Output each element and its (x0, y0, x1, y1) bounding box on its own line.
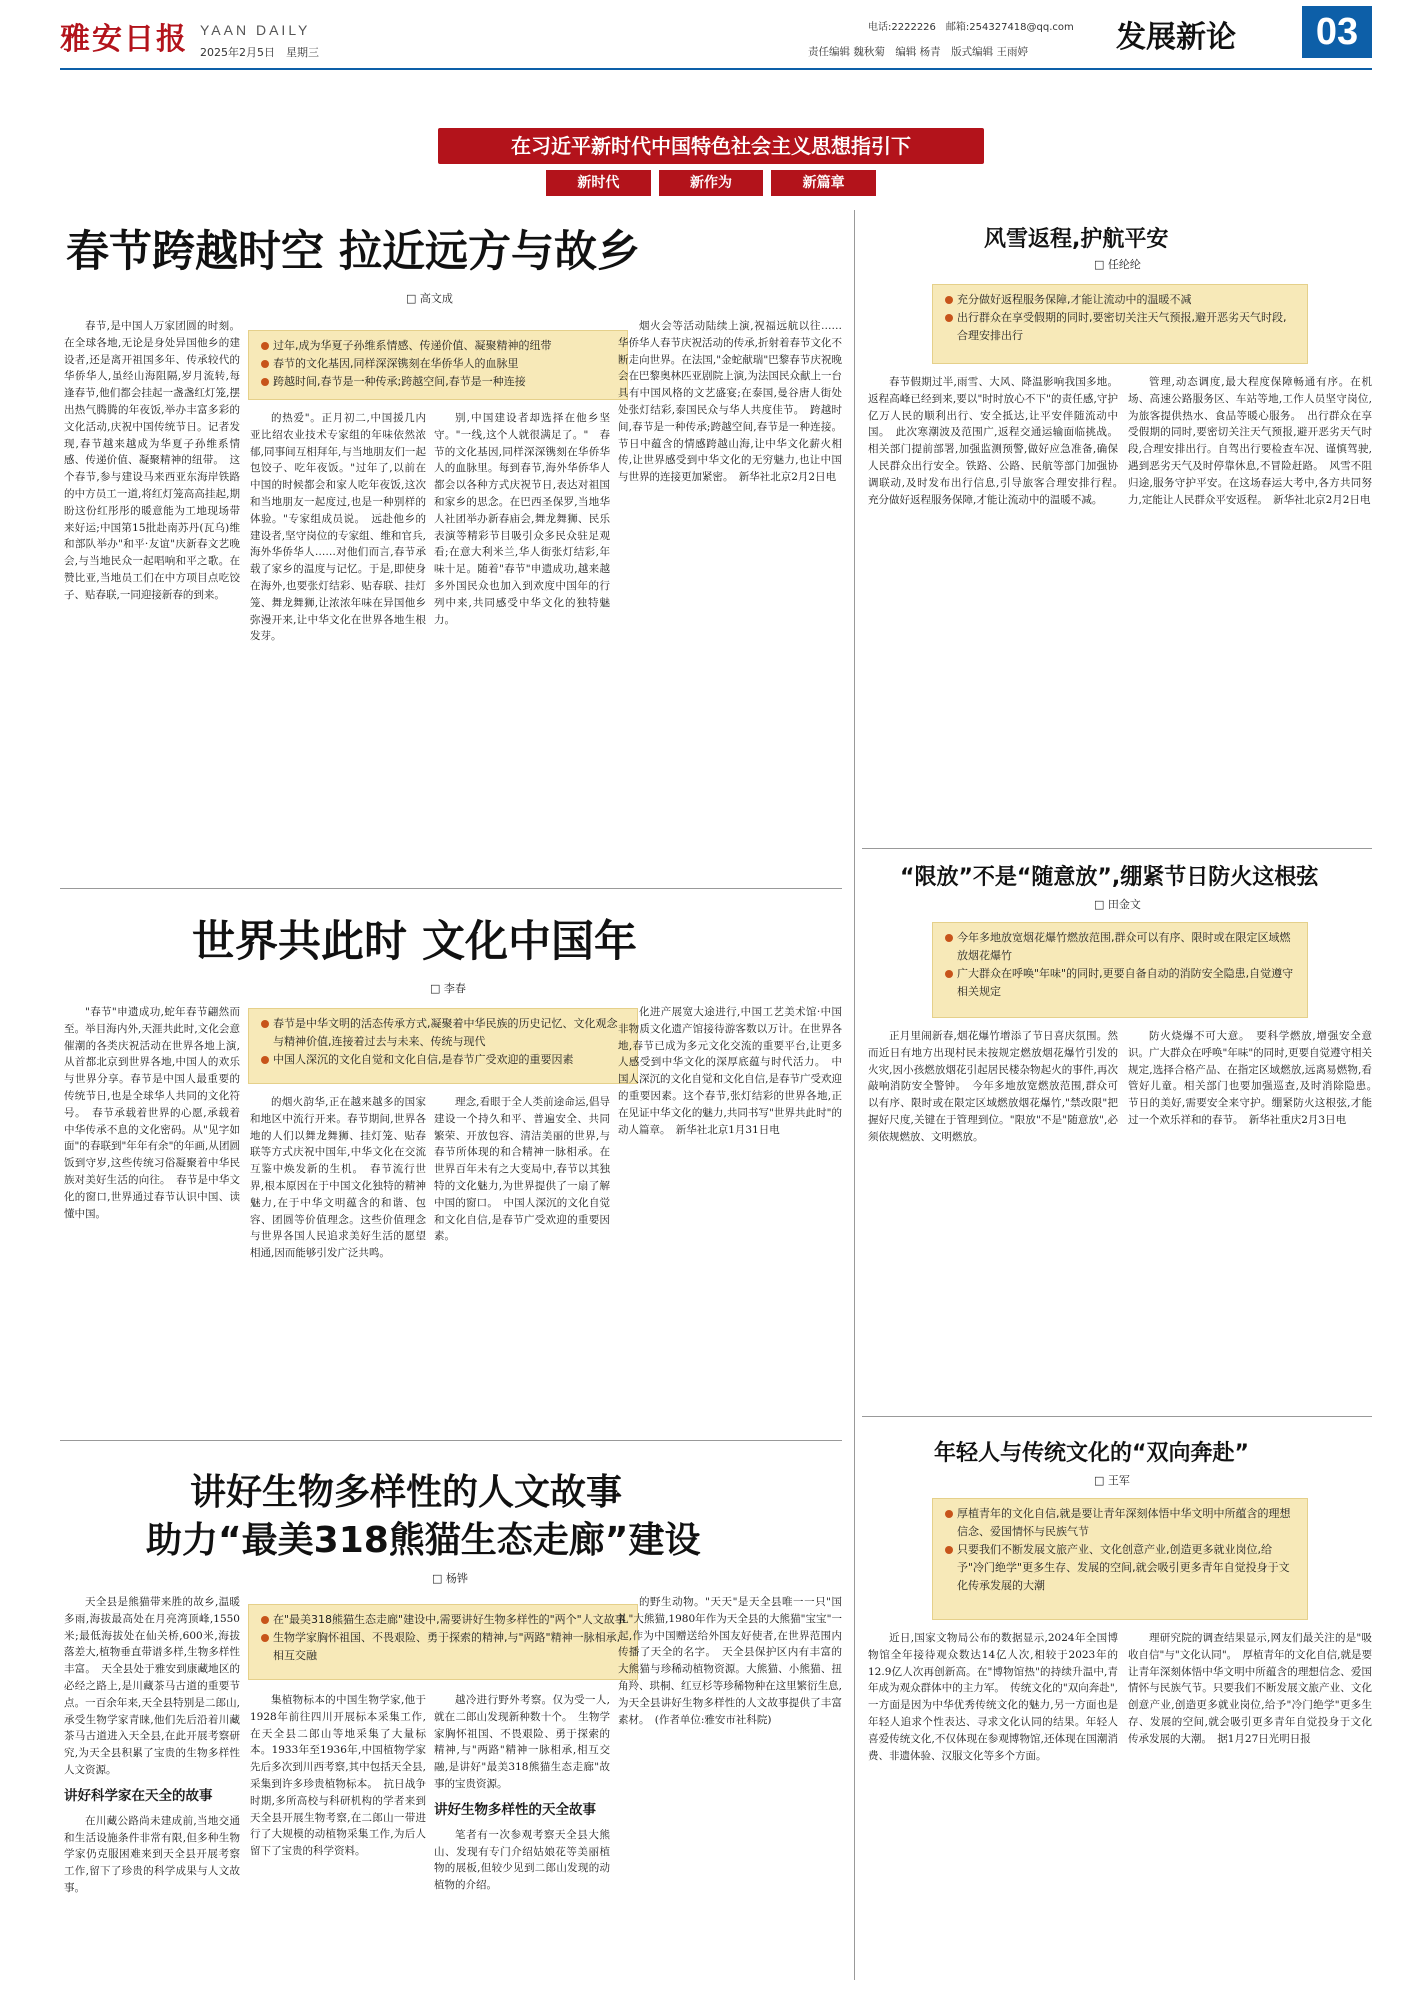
divider (862, 1416, 1372, 1417)
paper-name-en: YAAN DAILY (200, 22, 311, 38)
date-text: 2025年2月5日 (200, 46, 275, 59)
article-text: 春节,是中国人万家团圆的时刻。在全球各地,无论是身处异国他乡的建设者,还是离开祖国多年、传承较代的华侨华人,虽经山海阻隔,岁月流转,每逢春节,他们都会挂起一盏盏红灯笼,摆出热气腾腾的年夜饭,举办丰富多彩的文化活动,庆祝中国传统节日。记者发现,春节越来越成为华夏子孙维系情感、传递价值、凝聚精神的纽带。 这个春节,参与建设马来西亚东海岸铁路的中方员工一道,将红灯笼高高挂起,期盼这份红彤彤的暖意能为工地现场带来好运;中国第15批赴南苏丹(瓦乌)维和部队举办"和平·友谊"庆新春文艺晚会,与当地民众一起唱响和平之歌。在赞比亚,当地员工们在中方项目点吃饺子、贴春联,一同迎接新春的到来。 (64, 320, 240, 601)
summary-item: 春节的文化基因,同样深深镌刻在华侨华人的血脉里 (259, 355, 617, 373)
summary-item: 生物学家胸怀祖国、不畏艰险、勇于探索的精神,与"两路"精神一脉相承,相互交融 (259, 1629, 627, 1665)
article-text: 烟火会等活动陆续上演,祝福远航以往…… 华侨华人春节庆祝活动的传承,折射着春节文化不断走向世界。在法国,"金蛇献瑞"巴黎春节庆祝晚会在巴黎奥林匹亚剧院上演,为法国民众献上一台具有中国风格的文艺盛宴;在泰国,曼谷唐人街处处张灯结彩,泰国民众与华人共度佳节。 跨越时间,春节是一种传承;跨越空间,春节是一种连接。节日中蕴含的情感跨越山海,让中华文化薪火相传,让世界感受到中华文化的无穷魅力,也让中国与世界的连接更加紧密。 新华社北京2月2日电 (618, 320, 853, 484)
divider (60, 1440, 842, 1441)
banner-title: 在习近平新时代中国特色社会主义思想指引下 (511, 134, 911, 158)
weekday-text: 星期三 (286, 46, 319, 59)
summary-item: 广大群众在呼唤"年味"的同时,更要自备自动的消防安全隐患,自觉遵守相关规定 (943, 965, 1297, 1001)
article-column (1128, 374, 1372, 840)
banner-tag: 新篇章 (771, 170, 876, 196)
article-column (868, 1028, 1118, 1408)
column-divider (854, 210, 855, 1980)
article-column (434, 1692, 610, 1974)
theme-banner (438, 128, 984, 164)
article-text: 别,中国建设者却选择在他乡坚守。"一线,这个人就很满足了。" 春节的文化基因,同样深深镌刻在华侨华人的血脉里。每到春节,海外华侨华人都会以各种方式庆祝节日,表达对祖国和家乡的思念。在巴西圣保罗,当地华人社团举办新春庙会,舞龙舞狮、民乐表演等精彩节目吸引众多民众驻足观看;在意大利米兰,华人街张灯结彩,年味十足。随着"春节"申遗成功,越来越多外国民众也加入到欢度中国年的行列中来,共同感受中华文化的独特魅力。 (434, 412, 610, 626)
summary-item: 跨越时间,春节是一种传承;跨越空间,春节是一种连接 (259, 373, 617, 391)
article-column (64, 1594, 240, 1974)
article-title: 世界共此时 文化中国年 (192, 917, 637, 967)
article-byline: □ 任纶纶 (1094, 258, 1141, 271)
article-column (868, 1630, 1118, 1976)
article-column (1128, 1630, 1372, 1976)
article-byline: □ 高文成 (406, 292, 453, 305)
paper-logo: 雅安日报 (60, 22, 188, 57)
article-byline: □ 田金文 (1094, 898, 1141, 911)
article-byline: □ 王军 (1094, 1474, 1130, 1487)
article-column (618, 1594, 842, 1974)
article-text: 在川藏公路尚未建成前,当地交通和生活设施条件非常有限,但多种生物学家仍克服困难来到天全县开展考察工作,留下了珍贵的科学成果与人文故事。 (64, 1814, 240, 1894)
article-column (250, 1692, 426, 1974)
article-text: 集植物标本的中国生物学家,他于1928年前往四川开展标本采集工作,在天全县二郎山等地采集了大量标本。1933年至1936年,中国植物学家先后多次到川西考察,其中包括天全县,采集到许多珍贵植物标本。 抗日战争时期,多所高校与科研机构的学者来到天全县开展生物考察,在二郎山一带进行了大规模的动植物采集工作,为后人留下了宝贵的科学资料。 (250, 1694, 426, 1858)
article-text: 正月里闹新春,烟花爆竹增添了节日喜庆氛围。然而近日有地方出现村民未按规定燃放烟花爆竹引发的火灾,因小孩燃放烟花引起居民楼杂物起火的事件,再次敲响消防安全警钟。 今年多地放宽燃放范围,群众可以有序、限时或在限定区域燃放烟花爆竹,"禁改限"把握好尺度,关键在于管理到位。"限放"不是"随意放",必须依规燃放、文明燃放。 (868, 1030, 1118, 1143)
article-text: 的烟火韵华,正在越来越多的国家和地区中流行开来。春节期间,世界各地的人们以舞龙舞狮、挂灯笼、贴春联等方式庆祝中国年,中华文化在交流互鉴中焕发新的生机。 春节流行世界,根本原因在于中国文化独特的精神魅力,在于中华文明蕴含的和谐、包容、团圆等价值理念。这些价值理念与世界各国人民追求美好生活的愿望相通,因而能够引发广泛共鸣。 (250, 1096, 426, 1260)
article-text: 的野生动物。"天天"是天全县唯一一只"国礼"大熊猫,1980年作为天全县的大熊猫"宝宝"一起,作为中国赠送给外国友好使者,在世界范围内传播了天全的名字。 天全县保护区内有丰富的大熊猫与珍稀动植物资源。大熊猫、小熊猫、扭角羚、珙桐、红豆杉等珍稀物种在这里繁衍生息,为天全县讲好生物多样性的人文故事提供了丰富素材。 (作者单位:雅安市社科院) (618, 1596, 842, 1726)
summary-item: 充分做好返程服务保障,才能让流动中的温暖不减 (943, 291, 1297, 309)
article-subhead: 讲好生物多样性的天全故事 (434, 1801, 596, 1818)
editor-info: 责任编辑 魏秋菊 编辑 杨青 版式编辑 王雨婷 (808, 46, 1029, 58)
article-summary (932, 1498, 1308, 1620)
summary-item: 过年,成为华夏子孙维系情感、传递价值、凝聚精神的纽带 (259, 337, 617, 355)
article-text: 管理,动态调度,最大程度保障畅通有序。在机场、高速公路服务区、车站等地,工作人员坚守岗位,为旅客提供热水、食品等暖心服务。 出行群众在享受假期的同时,要密切关注天气预报,避开恶劣天气时段,合理安排出行。自驾出行要检查车况、谨慎驾驶,遇到恶劣天气及时停靠休息,不冒险赶路。 风雪不阻归途,服务守护平安。在这场春运大考中,各方共同努力,定能让人民群众平安返程。 新华社北京2月2日电 (1128, 376, 1372, 506)
summary-item: 今年多地放宽烟花爆竹燃放范围,群众可以有序、限时或在限定区域燃放烟花爆竹 (943, 929, 1297, 965)
banner-tag: 新时代 (546, 170, 651, 196)
summary-item: 中国人深沉的文化自觉和文化自信,是春节广受欢迎的重要因素 (259, 1051, 627, 1069)
article-title: 讲好生物多样性的人文故事 (190, 1472, 623, 1513)
article-text: 笔者有一次参观考察天全县大熊山、发现有专门介绍姑娘花等美丽植物的展板,但较少见到二郎山发现的动植物的介绍。 (434, 1828, 610, 1892)
summary-item: 出行群众在享受假期的同时,要密切关注天气预报,避开恶劣天气时段,合理安排出行 (943, 309, 1297, 345)
article-column (618, 1004, 842, 1430)
banner-tags (546, 170, 876, 196)
article-text: 防火烧爆不可大意。 要科学燃放,增强安全意识。广大群众在呼唤"年味"的同时,更要自觉遵守相关规定,选择合格产品、在指定区域燃放,远离易燃物,看管好儿童。相关部门也要加强巡查,及时消除隐患。 节日的美好,需要安全来守护。绷紧防火这根弦,才能过一个欢乐祥和的春节。 新华社重庆2月3日电 (1128, 1030, 1383, 1126)
section-title: 发展新论 (1116, 20, 1236, 55)
masthead-divider (60, 68, 1372, 70)
article-text: 的热爱"。正月初二,中国援几内亚比绍农业技术专家组的年味依然浓郁,同事间互相拜年,与当地朋友们一起包饺子、吃年夜饭。"过年了,以前在中国的时候都会和家人吃年夜饭,这次和当地朋友一起度过,也是一种别样的体验。"专家组成员说。 远赴他乡的建设者,坚守岗位的专家组、维和官兵,海外华侨华人……对他们而言,春节承载了家乡的温度与记忆。于是,即使身在海外,也要张灯结彩、贴春联、挂灯笼、舞龙舞狮,让浓浓年味在异国他乡弥漫开来,让中华文化在世界各地生根发芽。 (250, 412, 426, 643)
article-summary (248, 1604, 638, 1680)
article-summary (932, 284, 1308, 364)
divider (60, 888, 842, 889)
article-title: 助力“最美318熊猫生态走廊”建设 (146, 1520, 701, 1561)
article-byline: □ 杨铧 (432, 1572, 468, 1585)
article-column (64, 318, 240, 878)
article-summary (248, 330, 628, 400)
page-number: 03 (1302, 6, 1372, 58)
article-column (250, 1094, 426, 1430)
article-summary (932, 922, 1308, 1018)
article-title: 春节跨越时空 拉近远方与故乡 (66, 227, 640, 277)
article-byline: □ 李春 (430, 982, 466, 995)
article-summary (248, 1008, 638, 1084)
summary-item: 厚植青年的文化自信,就是要让青年深刻体悟中华文明中所蕴含的理想信念、爱国情怀与民族气节 (943, 1505, 1297, 1541)
article-column (434, 410, 610, 878)
article-text: 春节假期过半,雨雪、大风、降温影响我国多地。返程高峰已经到来,要以"时时放心不下"的责任感,守护亿万人民的顺利出行、安全抵达,让平安伴随流动中国。 此次寒潮波及范围广,返程交通运输面临挑战。相关部门提前部署,加强监测预警,做好应急准备,确保人民群众出行安全。铁路、公路、民航等部门加强协调联动,及时发布出行信息,引导旅客合理安排行程。 充分做好返程服务保障,才能让流动中的温暖不减。 (868, 376, 1129, 506)
article-text: 理念,看眼于全人类前途命运,倡导建设一个持久和平、普遍安全、共同繁荣、开放包容、清洁美丽的世界,与春节所体现的和合精神一脉相承。在世界百年未有之大变局中,春节以其独特的文化魅力,为世界提供了一扇了解中国的窗口。 中国人深沉的文化自觉和文化自信,是春节广受欢迎的重要因素。 (434, 1096, 610, 1243)
contact-info: 电话:2222226 邮箱:254327418@qq.com (868, 22, 1074, 33)
article-column (434, 1094, 610, 1430)
article-column (64, 1004, 240, 1430)
article-subhead: 讲好科学家在天全的故事 (64, 1787, 213, 1804)
banner-tag: 新作为 (659, 170, 764, 196)
article-text: 越冷进行野外考察。仅为受一人,就在二郎山发现新种数十个。 生物学家胸怀祖国、不畏艰险、勇于探索的精神,与"两路"精神一脉相承,相互交融,是讲好"最美318熊猫生态走廊"故事的宝贵资源。 (434, 1694, 610, 1790)
article-text: 天全县是熊猫带来胜的故乡,温暖多雨,海拔最高处在月亮湾顶峰,1550米;最低海拔处在仙关桥,600米,海拔落差大,植物垂直带谱多样,生物多样性丰富。 天全县处于雅安到康藏地区的必经之路上,是川藏茶马古道的重要节点。一百余年来,天全县特别是二郎山,承受生物学家青睐,他们先后沿着川藏茶马古道进入天全县,在此开展考察研究,为天全县积累了宝贵的生物多样性人文资源。 (64, 1596, 240, 1776)
issue-date (200, 44, 319, 60)
article-title: 风雪返程,护航平安 (984, 227, 1169, 252)
article-title: 年轻人与传统文化的“双向奔赴” (934, 1441, 1249, 1466)
summary-item: 春节是中华文明的活态传承方式,凝聚着中华民族的历史记忆、文化观念与精神价值,连接着过去与未来、传统与现代 (259, 1015, 627, 1051)
article-text: "春节"申遗成功,蛇年春节翩然而至。举目海内外,天涯共此时,文化会意催潮的各类庆祝活动在世界各地上演,从首都北京到世界各地,中国人的欢乐与世界分享。春节是中国人最重要的传统节日,也是全球华人共同的文化符号。 春节承载着世界的心愿,承载着中华传承不息的文化密码。从"见字如面"的春联到"年年有余"的年画,从团圆饭到守岁,这些传统习俗凝聚着中华民族对美好生活的向往。 春节是中华文化的窗口,世界通过春节认识中国、读懂中国。 (64, 1006, 240, 1220)
article-text: 近日,国家文物局公布的数据显示,2024年全国博物馆全年接待观众数达14亿人次,相较于2023年的12.9亿人次再创新高。在"博物馆热"的持续升温中,青年成为观众群体中的主力军。 传统文化的"双向奔赴",一方面是因为中华优秀传统文化的魅力,另一方面也是年轻人追求个性表达、寻求文化认同的结果。年轻人喜爱传统文化,不仅体现在参观博物馆,还体现在国潮消费、非遗体验、汉服文化等多个方面。 (868, 1632, 1118, 1762)
masthead (0, 0, 1422, 96)
article-text: 理研究院的调查结果显示,网友们最关注的是"吸收自信"与"文化认同"。 厚植青年的文化自信,就是要让青年深刻体悟中华文明中所蕴含的理想信念、爱国情怀与民族气节。只要我们不断发展文旅产业、文化创意产业,创造更多就业岗位,给予"冷门绝学"更多生存、发展的空间,就会吸引更多青年自觉投身于文化传承发展的大潮。 据1月27日光明日报 (1128, 1632, 1372, 1745)
article-title: “限放”不是“随意放”,绷紧节日防火这根弦 (900, 865, 1319, 890)
article-column (618, 318, 853, 878)
article-column (868, 374, 1129, 840)
summary-item: 只要我们不断发展文旅产业、文化创意产业,创造更多就业岗位,给予"冷门绝学"更多生存、发展的空间,就会吸引更多青年自觉投身于文化传承发展的大潮 (943, 1541, 1297, 1595)
divider (862, 848, 1372, 849)
article-column (1128, 1028, 1383, 1408)
article-column (250, 410, 426, 878)
article-text: 化进产展宽大途进行,中国工艺美术馆·中国非物质文化遗产馆接待游客数以万计。在世界各地,春节已成为多元文化交流的重要平台,让更多人感受到中华文化的深厚底蕴与时代活力。 中国人深沉的文化自觉和文化自信,是春节广受欢迎的重要因素。这个春节,张灯结彩的世界各地,正在见证中华文化的魅力,共同书写"世界共此时"的动人篇章。 新华社北京1月31日电 (618, 1006, 842, 1136)
summary-item: 在"最美318熊猫生态走廊"建设中,需要讲好生物多样性的"两个"人文故事 (259, 1611, 627, 1629)
